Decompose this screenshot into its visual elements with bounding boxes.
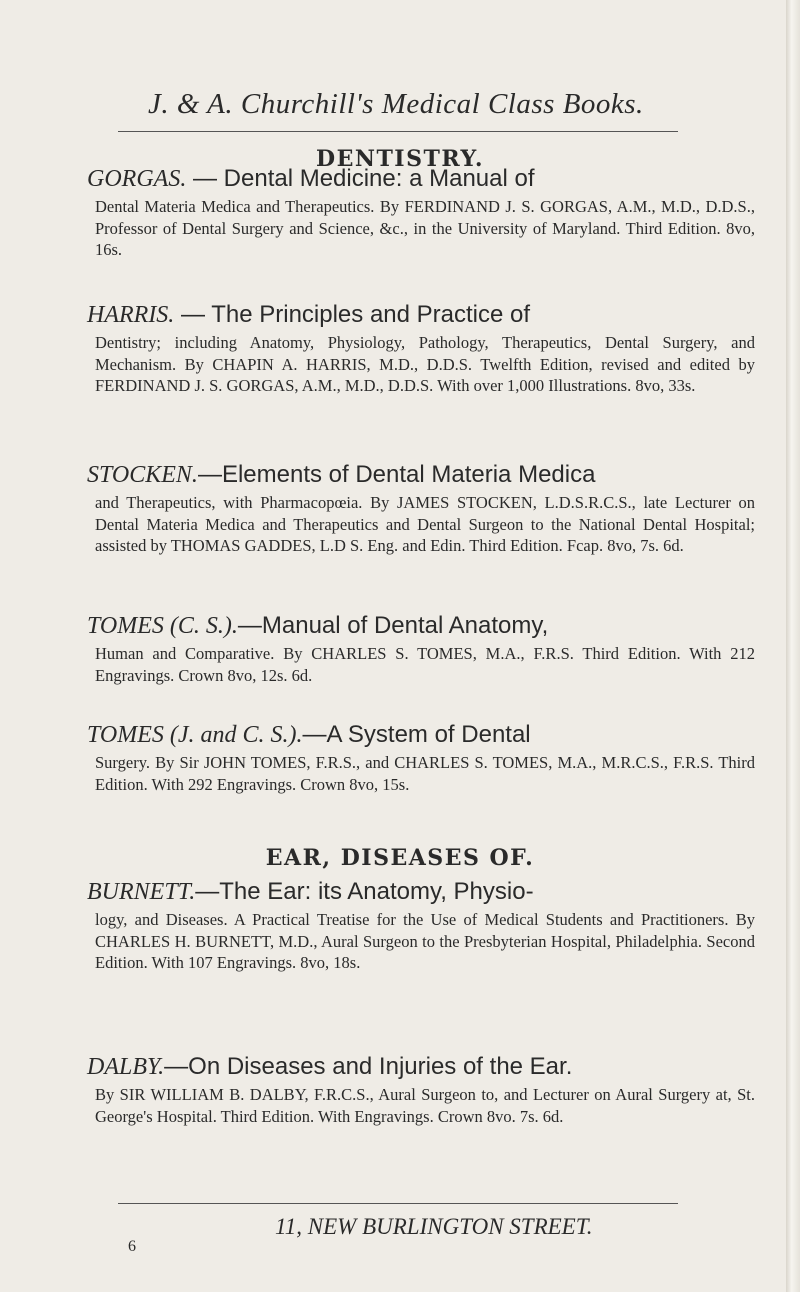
running-head: J. & A. Churchill's Medical Class Books.	[148, 88, 644, 120]
entry-description: Surgery. By Sir JOHN TOMES, F.R.S., and CHARLES S. TOMES, M.A., M.R.C.S., F.R.S. Third Edition. With 292 Engravings. Crown 8vo, 15s.	[95, 753, 755, 794]
entry-description: Dental Materia Medica and Therapeutics. By FERDINAND J. S. GORGAS, A.M., M.D., D.D.S., Professor of Dental Surgery and Science, &c., in the University of Maryland. Third Edition. 8vo, 16s.	[95, 197, 755, 259]
entry-title: —A System of Dental	[302, 721, 531, 748]
entry-heading	[87, 877, 755, 907]
entry-stocken	[87, 460, 755, 557]
entry-tomes-j-cs	[87, 720, 755, 795]
entry-title: —Elements of Dental Materia Medica	[197, 461, 596, 488]
header-rule	[118, 131, 678, 132]
page-edge	[786, 0, 800, 1292]
entry-author: BURNETT.	[87, 879, 196, 905]
entry-author: GORGAS.	[87, 166, 187, 192]
entry-dalby	[87, 1052, 755, 1127]
entry-tomes-cs	[87, 611, 755, 686]
entry-description: Dentistry; including Anatomy, Physiology, Pathology, Therapeutics, Dental Surgery, and Mechanism. By CHAPIN A. HARRIS, M.D., D.D.S. Twelfth Edition, revised and edited by FERDINAND J. S. GORGAS, A.M., M.D., D.D.S. With over 1,000 Illustrations. 8vo, 33s.	[95, 333, 755, 395]
entry-description: By SIR WILLIAM B. DALBY, F.R.C.S., Aural Surgeon to, and Lecturer on Aural Surgery at, St. George's Hospital. Third Edition. With Engravings. Crown 8vo. 7s. 6d.	[95, 1085, 755, 1126]
entry-title: — The Principles and Practice of	[174, 301, 531, 328]
entry-heading	[87, 1052, 755, 1082]
entry-description: and Therapeutics, with Pharmacopœia. By JAMES STOCKEN, L.D.S.R.C.S., late Lecturer on Dental Materia Medica and Therapeutics and Dental Surgeon to the National Dental Hospital; assisted by THOMAS GADDES, L.D S. Eng. and Edin. Third Edition. Fcap. 8vo, 7s. 6d.	[95, 493, 755, 555]
entry-author: TOMES (J. and C. S.).	[87, 722, 303, 748]
section-title-dentistry: DENTISTRY.	[315, 146, 484, 172]
footer-address: 11, NEW BURLINGTON STREET.	[275, 1214, 593, 1239]
entry-title: —Manual of Dental Anatomy,	[237, 612, 549, 639]
entry-heading	[87, 611, 755, 641]
entry-title: —On Diseases and Injuries of the Ear.	[164, 1053, 573, 1080]
entry-author: HARRIS.	[87, 302, 175, 328]
footer-rule	[118, 1203, 678, 1204]
entry-burnett	[87, 877, 755, 974]
entry-title: —The Ear: its Anatomy, Physio-	[195, 878, 534, 905]
entry-heading	[87, 720, 755, 750]
entry-gorgas	[87, 164, 755, 261]
entry-description: Human and Comparative. By CHARLES S. TOMES, M.A., F.R.S. Third Edition. With 212 Engravings. Crown 8vo, 12s. 6d.	[95, 644, 755, 685]
section-title-ear: EAR, DISEASES OF.	[265, 845, 535, 871]
entry-author: STOCKEN.	[87, 462, 198, 488]
entry-author: DALBY.	[87, 1054, 165, 1080]
page-number: 6	[128, 1238, 136, 1255]
entry-author: TOMES (C. S.).	[87, 613, 238, 639]
entry-title: — Dental Medicine: a Manual of	[186, 165, 535, 192]
entry-heading	[87, 460, 755, 490]
entry-description: logy, and Diseases. A Practical Treatise for the Use of Medical Students and Practitioners. By CHARLES H. BURNETT, M.D., Aural Surgeon to the Presbyterian Hospital, Philadelphia. Second Edition. With 107 Engravings. 8vo, 18s.	[95, 910, 755, 972]
entry-harris	[87, 300, 755, 397]
entry-heading	[87, 300, 755, 330]
entry-heading	[87, 164, 755, 194]
